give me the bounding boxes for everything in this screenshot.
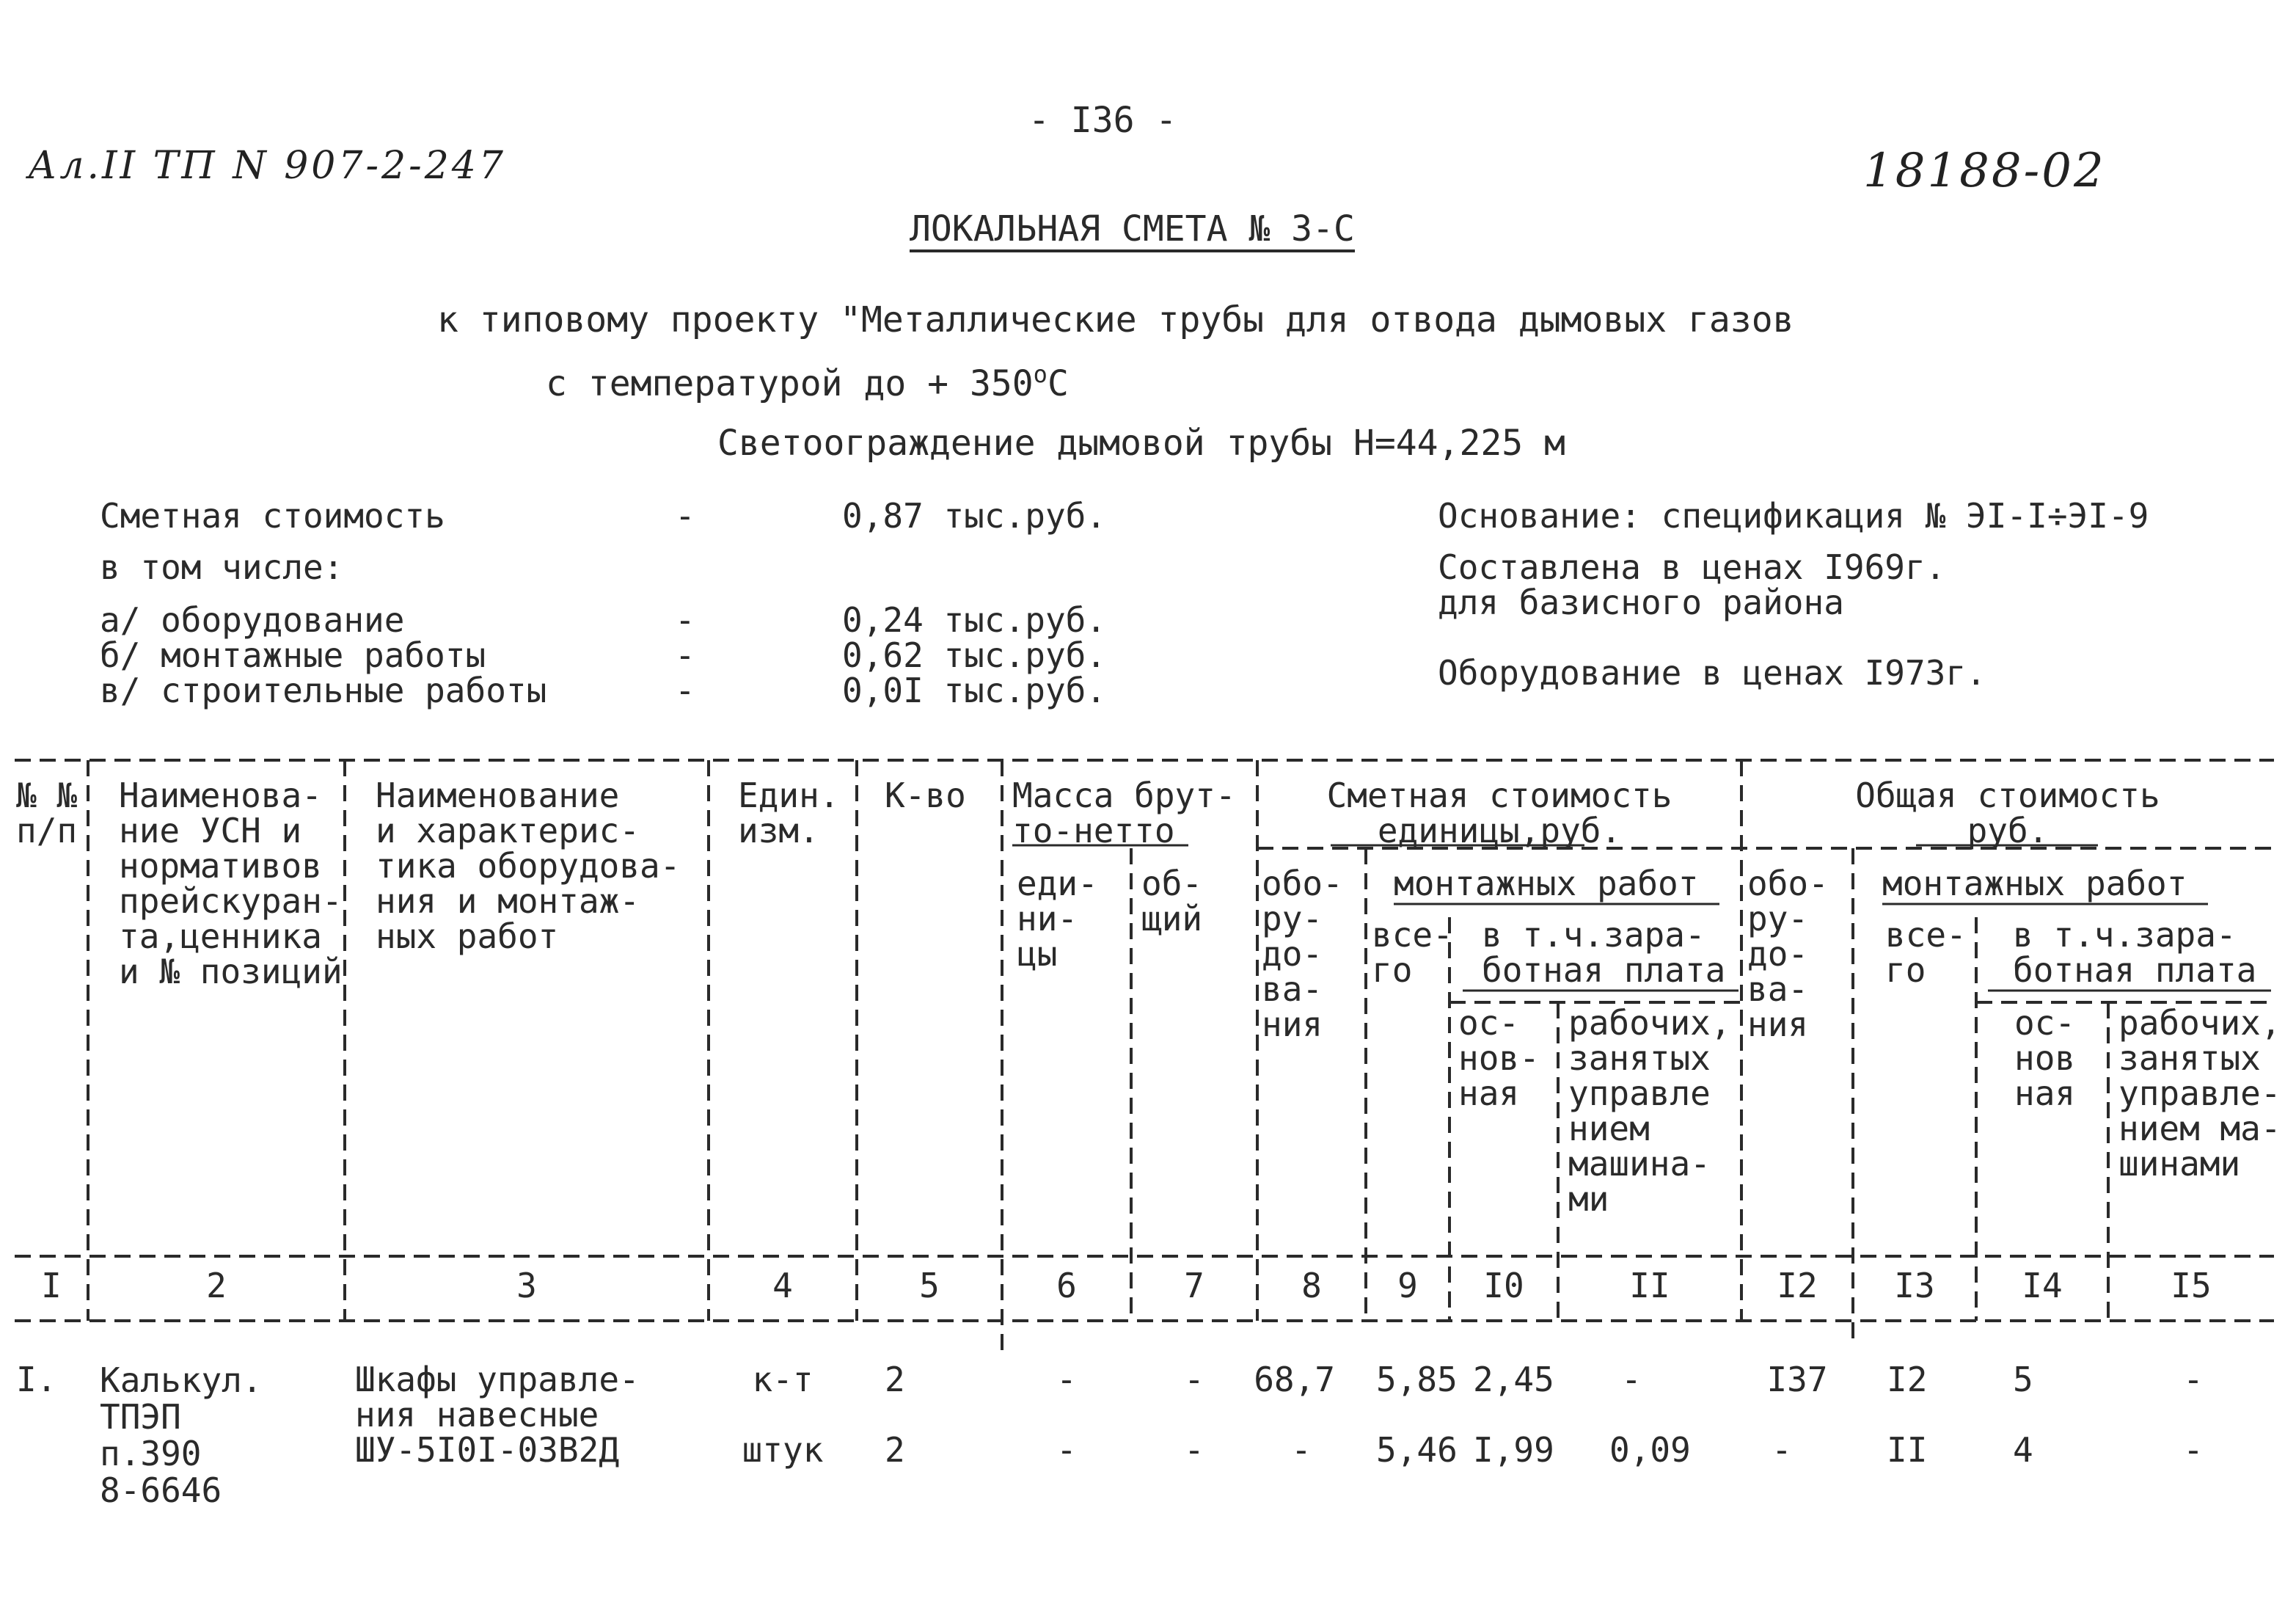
header-unit-equipment: обо- ру- до- ва- ния [1262, 864, 1343, 1044]
column-number-7: 7 [1184, 1266, 1204, 1305]
header-unit-wage-group: в т.ч.зара- ботная плата [1482, 915, 1726, 990]
header-item-name: Наименование и характерис- тика оборудова- ния и монтаж- ных работ [376, 776, 681, 956]
header-total-installation-group: монтажных работ [1882, 864, 2187, 903]
row-total-installation-1: I2 [1887, 1360, 1928, 1399]
page-number: - I36 - [1028, 100, 1177, 141]
row-unit-wage-base-2: I,99 [1473, 1430, 1554, 1470]
row-number: I. [16, 1360, 57, 1399]
column-number-13: I3 [1894, 1266, 1935, 1305]
column-number-2: 2 [206, 1266, 227, 1305]
row-total-wage-base-1: 5 [2013, 1360, 2033, 1399]
estimate-title: ЛОКАЛЬНАЯ СМЕТА № 3-С [910, 210, 1355, 252]
column-number-8: 8 [1301, 1266, 1322, 1305]
column-number-3: 3 [516, 1266, 537, 1305]
header-quantity: К-во [885, 776, 966, 815]
row-total-wage-machine-2: - [2183, 1430, 2204, 1470]
row-unit-installation-2: 5,46 [1376, 1430, 1458, 1470]
row-quantity-2: 2 [885, 1430, 905, 1470]
column-number-14: I4 [2022, 1266, 2063, 1305]
base-region: для базисного района [1438, 583, 1844, 622]
row-mass-total-1: - [1184, 1360, 1204, 1399]
header-unit-wage-machine: рабочих, занятых управле нием машина- ми [1568, 1003, 1731, 1219]
column-number-12: I2 [1777, 1266, 1818, 1305]
row-mass-unit-1: - [1056, 1360, 1077, 1399]
summary-label-including: в том числе: [100, 547, 344, 587]
temperature-unit: С [1047, 363, 1069, 404]
header-mass-unit: еди- ни- цы [1017, 864, 1098, 974]
row-total-wage-base-2: 4 [2013, 1430, 2033, 1470]
header-total-cost-group: Общая стоимость руб. [1855, 776, 2160, 850]
basis-specification: Основание: спецификация № ЭI-I÷ЭI-9 [1438, 496, 2149, 536]
equipment-price-level: Оборудование в ценах I973г. [1438, 653, 1986, 693]
summary-value-construction: 0,0I тыс.руб. [842, 671, 1107, 710]
temperature-text: с температурой до + 350 [546, 363, 1034, 404]
summary-label-installation: б/ монтажные работы [100, 635, 486, 675]
row-mass-unit-2: - [1056, 1430, 1077, 1470]
handwritten-document-number: 18188-02 [1863, 144, 2106, 198]
column-number-10: I0 [1483, 1266, 1524, 1305]
row-total-equipment-1: I37 [1766, 1360, 1828, 1399]
project-subtitle: к типовому проекту "Металлические трубы для отвода дымовых газов [437, 299, 1794, 340]
summary-dash-construction: - [675, 671, 695, 710]
row-unit-2: штук [742, 1430, 824, 1470]
summary-label-equipment: а/ оборудование [100, 600, 405, 640]
column-number-15: I5 [2171, 1266, 2212, 1305]
row-mass-total-2: - [1184, 1430, 1204, 1470]
row-unit-equipment-2: - [1291, 1430, 1312, 1470]
row-total-installation-2: II [1887, 1430, 1928, 1470]
header-total-wage-base: ос- нов ная [2014, 1003, 2076, 1113]
row-unit-equipment-1: 68,7 [1254, 1360, 1335, 1399]
header-total-installation-total: все- го [1885, 915, 1967, 990]
summary-value-installation: 0,62 тыс.руб. [842, 635, 1107, 675]
summary-label-construction: в/ строительные работы [100, 671, 547, 710]
header-unit-cost-group: Сметная стоимость единицы,руб. [1326, 776, 1672, 850]
price-level: Составлена в ценах I969г. [1438, 547, 1946, 587]
column-number-1: I [41, 1266, 62, 1305]
handwritten-project-reference: Ал.II ТП N 907-2-247 [28, 144, 506, 188]
row-norm-code: Калькул. ТПЭП п.390 8-6646 [100, 1360, 263, 1510]
row-unit-wage-base-1: 2,45 [1473, 1360, 1554, 1399]
column-number-11: II [1629, 1266, 1670, 1305]
column-number-9: 9 [1397, 1266, 1418, 1305]
header-unit: Един. изм. [738, 776, 840, 850]
header-unit-wage-base: ос- нов- ная [1458, 1003, 1540, 1113]
summary-dash-equipment: - [675, 600, 695, 640]
header-unit-installation-total: все- го [1372, 915, 1453, 990]
summary-value-total: 0,87 тыс.руб. [842, 496, 1107, 536]
header-total-equipment: обо- ру- до- ва- ния [1747, 864, 1829, 1044]
object-name: Светоограждение дымовой трубы Н=44,225 м [717, 423, 1565, 464]
summary-value-equipment: 0,24 тыс.руб. [842, 600, 1107, 640]
column-number-6: 6 [1056, 1266, 1077, 1305]
summary-dash-installation: - [675, 635, 695, 675]
row-item-name: Шкафы управле- ния навесные ШУ-5I0I-03В2Д [355, 1360, 640, 1470]
column-number-5: 5 [919, 1266, 940, 1305]
header-total-wage-group: в т.ч.зара- ботная плата [2013, 915, 2257, 990]
row-unit-1: к-т [752, 1360, 814, 1399]
header-total-wage-machine: рабочих, занятых управле- нием ма- шинами [2118, 1003, 2281, 1184]
header-mass-total: об- щий [1141, 864, 1203, 938]
header-norm-code: Наименова- ние УСН и нормативов прейскуран- та,ценника и № позиций [119, 776, 343, 991]
row-unit-wage-machine-1: - [1621, 1360, 1642, 1399]
row-total-wage-machine-1: - [2183, 1360, 2204, 1399]
header-unit-installation-group: монтажных работ [1394, 864, 1699, 903]
column-number-4: 4 [772, 1266, 793, 1305]
row-total-equipment-2: - [1772, 1430, 1792, 1470]
row-quantity-1: 2 [885, 1360, 905, 1399]
header-mass-group: Масса брут- то-нетто [1012, 776, 1236, 850]
summary-dash-total: - [675, 496, 695, 536]
header-row-number: № № п/п [16, 776, 78, 850]
degree-sign: о [1033, 360, 1048, 388]
row-unit-installation-1: 5,85 [1376, 1360, 1458, 1399]
row-unit-wage-machine-2: 0,09 [1609, 1430, 1691, 1470]
summary-label-total: Сметная стоимость [100, 496, 445, 536]
